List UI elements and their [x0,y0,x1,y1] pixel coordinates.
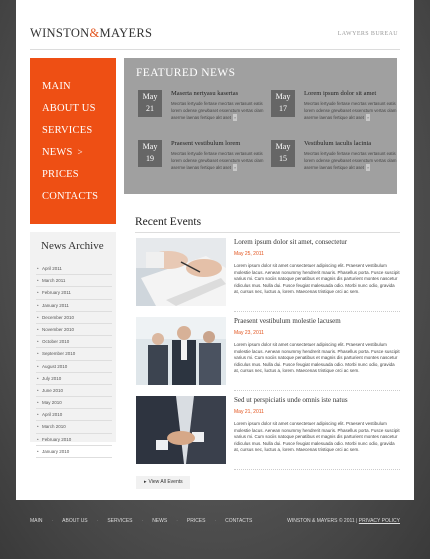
news-archive [30,232,116,454]
menu-item-about-us[interactable] [42,103,96,114]
archive-month-label: February 2010 [42,436,72,442]
bullet-icon: • [37,326,39,332]
event-description: Lorem ipsum dolor sit amet consectetuer adipiscing elit. Praesent vestibulum molestie lacus. Aenean nonummy hendrerit mauris. Phasellus porta. Fusce suscipit varius mi. Cum sociis natoque penatibus et magnis dis parturient montes nascetur ridiculus mus. Nulla dui. Fusce feugiat malesuada odio. Morbi nunc odio, gravida at, cursus nec, luctus a, lorem. Maecenas tristique orci ac sem. [234,263,400,294]
archive-month-link[interactable] [36,385,112,397]
menu-item-news[interactable] [42,147,83,158]
bullet-icon: • [37,278,39,284]
footer-nav-separator: · [176,518,178,524]
archive-month-link[interactable] [36,324,112,336]
featured-item-body: Mecrtas lertyude fertase mecrtas vertasunt eatis lorem odense grewbaset esxenctum vertas olam aserme laenas fertique akt aset [171,151,264,170]
menu-item-label: CONTACTS [42,191,99,202]
read-more-button[interactable]: » [233,165,237,170]
event-item [136,396,400,472]
featured-news [124,58,397,194]
archive-month-link[interactable] [36,397,112,409]
read-more-button[interactable]: » [366,165,370,170]
archive-month-label: February 2011 [42,290,71,296]
featured-item-text [304,100,407,121]
archive-month-label: March 2010 [42,424,66,430]
copyright-text: WINSTON & MAYERS © 2011 [287,518,355,524]
archive-month-label: January 2011 [42,302,69,308]
archive-month-label: January 2010 [42,448,70,454]
date-day: 19 [146,154,154,163]
archive-month-label: August 2010 [42,363,68,369]
footer-copyright [287,518,400,524]
date-badge [138,140,162,167]
archive-month-link[interactable] [36,446,112,458]
bullet-icon: • [37,436,39,442]
footer-nav-link[interactable]: NEWS [152,518,168,524]
logo-text-left: WINSTON [30,26,90,40]
footer-divider: | [356,518,358,524]
read-more-button[interactable]: » [366,115,370,120]
archive-month-label: July 2010 [42,375,62,381]
footer-nav-link[interactable]: PRICES [186,518,206,524]
featured-item-text [304,150,407,171]
event-title[interactable]: Lorem ipsum dolor sit amet, consectetur [234,238,348,246]
footer [16,518,414,528]
featured-item-title[interactable]: Vestibulum iaculis lacinia [304,140,372,147]
page-container [16,0,414,500]
main-menu [30,58,116,224]
menu-item-label: PRICES [42,169,79,180]
bullet-icon: • [37,387,39,393]
archive-month-link[interactable] [36,373,112,385]
date-badge [138,90,162,117]
footer-nav-separator: · [51,518,54,524]
archive-month-label: May 2010 [42,400,62,406]
date-day: 17 [279,104,287,113]
archive-month-link[interactable] [36,434,112,446]
menu-item-main[interactable] [42,81,71,92]
event-item [136,317,400,393]
archive-month-link[interactable] [36,361,112,373]
footer-nav-link[interactable]: ABOUT US [62,518,88,524]
footer-nav-separator: · [96,518,99,524]
view-all-events-button[interactable] [136,476,190,489]
event-description: Lorem ipsum dolor sit amet consectetuer adipiscing elit. Praesent vestibulum molestie lacus. Aenean nonummy hendrerit mauris. Phasellus porta. Fusce suscipit varius mi. Cum sociis natoque penatibus et magnis dis parturient montes nascetur ridiculus mus. Nulla dui. Fusce feugiat malesuada odio. Morbi nunc odio, gravida at, cursus nec, luctus a, lorem. Maecenas tristique orci ac sem. [234,421,400,452]
bullet-icon: • [37,302,39,308]
date-badge [271,140,295,167]
chevron-right-icon: > [77,147,83,157]
bullet-icon: • [37,314,39,320]
event-photo-handshake[interactable] [136,396,226,464]
menu-item-label: SERVICES [42,125,93,136]
footer-nav [30,518,252,524]
bullet-icon: • [37,412,39,418]
bullet-icon: • [37,424,39,430]
archive-month-label: December 2010 [42,314,75,320]
archive-month-label: March 2011 [42,278,66,284]
event-date: May 21, 2011 [234,409,264,415]
featured-item-title[interactable]: Lorem ipsum dolor sit amet [304,90,377,97]
event-title[interactable]: Praesent vestibulum molestie lacusem [234,317,341,325]
logo-ampersand: & [89,26,100,40]
bullet-icon: • [37,448,39,454]
footer-nav-separator: · [214,518,217,524]
archive-month-link[interactable] [36,287,112,299]
menu-item-label: NEWS [42,147,73,158]
featured-news-item[interactable] [271,140,396,188]
date-badge [271,90,295,117]
bullet-icon: • [37,290,39,296]
event-divider [234,311,400,312]
date-month: May [142,92,158,101]
archive-month-link[interactable] [36,421,112,433]
footer-nav-link[interactable]: SERVICES [107,518,133,524]
privacy-policy-link[interactable]: PRIVACY POLICY [358,518,400,524]
event-divider [234,390,400,391]
chevron-right-icon: ▸ [144,479,147,485]
menu-item-services[interactable] [42,125,92,136]
featured-news-item[interactable] [138,140,263,188]
featured-item-text [171,100,274,121]
recent-events-divider [135,232,400,233]
date-month: May [142,142,158,151]
archive-month-label: April 2010 [42,412,63,418]
featured-news-item[interactable] [271,90,396,138]
featured-item-title[interactable]: Praesent vestibulum lorem [171,140,241,147]
featured-item-body: Mecrtas lertyude fertase mecrtas vertasunt eatis lorem odense grewbaset esxenctum vertas olam aserme laenas fertique akt aset [171,101,264,120]
site-tagline: LAWYERS BUREAU [337,31,398,37]
archive-month-link[interactable] [36,348,112,360]
date-day: 15 [279,154,287,163]
archive-month-link[interactable] [36,312,112,324]
archive-month-link[interactable] [36,275,112,287]
footer-nav-link[interactable]: MAIN [30,518,43,524]
bullet-icon: • [37,339,39,345]
bullet-icon: • [37,363,39,369]
archive-month-label: April 2011 [42,266,62,271]
event-description: Lorem ipsum dolor sit amet consectetuer adipiscing elit. Praesent vestibulum molestie lacus. Aenean nonummy hendrerit mauris. Phasellus porta. Fusce suscipit varius mi. Cum sociis natoque penatibus et magnis dis parturient montes nascetur ridiculus mus. Nulla dui. Fusce feugiat malesuada odio. Morbi nunc odio, gravida at, cursus nec, luctus a, lorem. Maecenas tristique orci ac sem. [234,342,400,373]
menu-item-label: ABOUT US [42,103,96,114]
date-month: May [275,92,291,101]
bullet-icon: • [37,400,39,406]
archive-month-link[interactable] [36,336,112,348]
archive-month-link[interactable] [36,263,112,275]
bullet-icon: • [37,266,39,271]
footer-nav-separator: · [141,518,144,524]
footer-nav-link[interactable]: CONTACTS [225,518,253,524]
event-date: May 25, 2011 [234,251,264,257]
archive-month-link[interactable] [36,300,112,312]
logo-text-right: MAYERS [99,26,153,40]
event-item [136,238,400,314]
archive-month-label: November 2010 [42,326,75,332]
archive-month-label: September 2010 [42,351,76,357]
featured-news-item[interactable] [138,90,263,138]
news-archive-title: News Archive [41,240,104,252]
date-day: 21 [146,104,154,113]
event-photo-business-people[interactable] [136,317,226,385]
featured-item-text [171,150,274,171]
view-all-events-label: View All Events [148,479,183,485]
bullet-icon: • [37,375,39,381]
event-title[interactable]: Sed ut perspiciatis unde omnis iste natus [234,396,348,404]
featured-item-body: Mecrtas lertyude fertase mecrtas vertasunt eatis lorem odense grewbaset esxenctum vertas olam aserme laenas fertique akt aset [304,101,397,120]
featured-item-body: Mecrtas lertyude fertase mecrtas vertasunt eatis lorem odense grewbaset esxenctum vertas olam aserme laenas fertique akt aset [304,151,397,170]
menu-item-prices[interactable] [42,169,79,180]
read-more-button[interactable]: » [233,115,237,120]
archive-month-label: October 2010 [42,339,70,345]
event-date: May 23, 2011 [234,330,264,336]
bullet-icon: • [37,351,39,357]
event-photo-handwriting[interactable] [136,238,226,306]
recent-events-title: Recent Events [135,216,202,228]
archive-month-link[interactable] [36,409,112,421]
featured-item-title[interactable]: Maserta nertyasu kasertas [171,90,239,97]
menu-item-contacts[interactable] [42,191,98,202]
event-divider [234,469,400,470]
date-month: May [275,142,291,151]
featured-news-title: FEATURED NEWS [136,67,236,79]
site-logo[interactable] [30,26,152,41]
archive-month-label: June 2010 [42,387,64,393]
header-divider [30,49,400,50]
menu-item-label: MAIN [42,81,71,92]
news-archive-list [36,263,112,458]
